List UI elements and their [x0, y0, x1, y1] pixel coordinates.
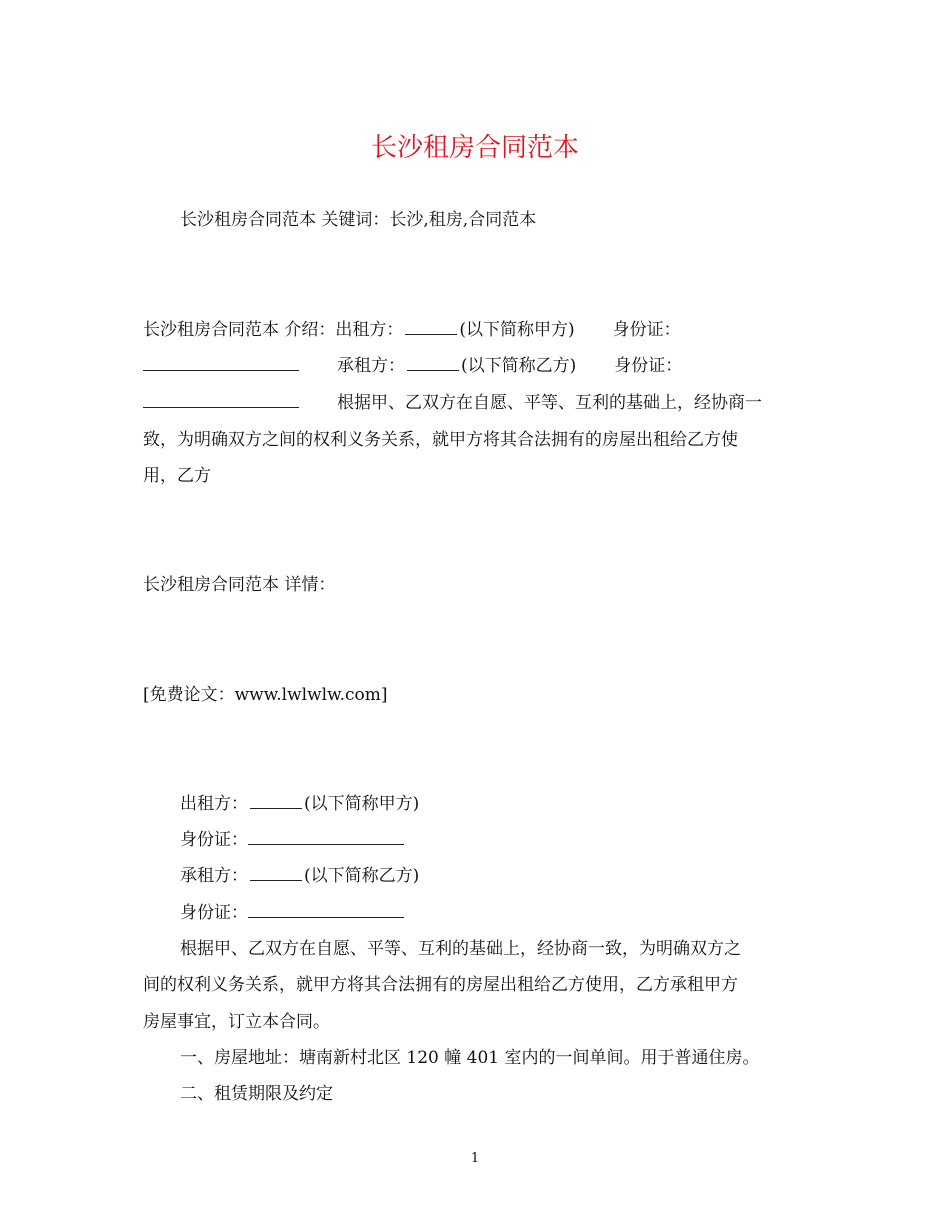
intro-lessee-label: 承租方：	[337, 356, 405, 376]
lessor-suffix: (以下简称甲方)	[304, 794, 420, 814]
body-p1-line-2: 间的权利义务关系，就甲方将其合法拥有的房屋出租给乙方使用，乙方承租甲方	[143, 975, 738, 995]
intro-lessor-suffix: (以下简称甲方)	[459, 320, 575, 340]
lessor-line	[180, 792, 808, 816]
intro-id-label-2: 身份证：	[614, 356, 683, 376]
clause-2: 二、租赁期限及约定	[180, 1084, 333, 1104]
id-label-2: 身份证：	[180, 903, 248, 923]
intro-line-5: 用，乙方	[143, 466, 211, 486]
details-heading: 长沙租房合同范本 详情：	[143, 575, 336, 595]
id-blank-1	[248, 828, 404, 845]
lessee-line	[180, 864, 808, 888]
intro-lessor-label: 长沙租房合同范本 介绍：出租方：	[143, 320, 404, 340]
intro-text-3: 根据甲、乙双方在自愿、平等、互利的基础上，经协商一	[337, 393, 762, 413]
lessor-blank	[250, 792, 302, 809]
intro-line-3	[143, 391, 808, 415]
id-blank-2	[248, 901, 404, 918]
lessor-label: 出租方：	[180, 794, 248, 814]
document-title: 长沙租房合同范本	[370, 133, 579, 163]
body-p1-line-1: 根据甲、乙双方在自愿、平等、互利的基础上，经协商一致，为明确双方之	[180, 939, 741, 959]
lessee-id-blank	[143, 391, 299, 408]
lessee-label: 承租方：	[180, 866, 248, 886]
intro-lessee-suffix: (以下简称乙方)	[461, 356, 577, 376]
lessee-blank	[250, 864, 302, 881]
page-number: 1	[470, 1151, 480, 1166]
lessee-suffix: (以下简称乙方)	[304, 866, 420, 886]
intro-line-4: 致，为明确双方之间的权利义务关系，就甲方将其合法拥有的房屋出租给乙方使	[143, 430, 738, 450]
lessee-name-blank	[407, 354, 459, 371]
intro-line-1	[143, 318, 808, 342]
intro-line-2	[143, 354, 808, 378]
lessor-name-blank	[405, 318, 457, 335]
lessee-id-line	[180, 901, 808, 925]
lessor-id-line	[180, 828, 808, 852]
intro-id-label-1: 身份证：	[612, 320, 681, 340]
id-label-1: 身份证：	[180, 830, 248, 850]
clause-1: 一、房屋地址：塘南新村北区 120 幢 401 室内的一间单间。用于普通住房。	[180, 1048, 760, 1068]
source-note: [免费论文：www.lwlwlw.com]	[143, 685, 388, 705]
lessor-id-blank	[143, 354, 299, 371]
body-p1-line-3: 房屋事宜，订立本合同。	[143, 1012, 330, 1032]
keywords-line: 长沙租房合同范本 关键词：长沙,租房,合同范本	[180, 210, 537, 230]
